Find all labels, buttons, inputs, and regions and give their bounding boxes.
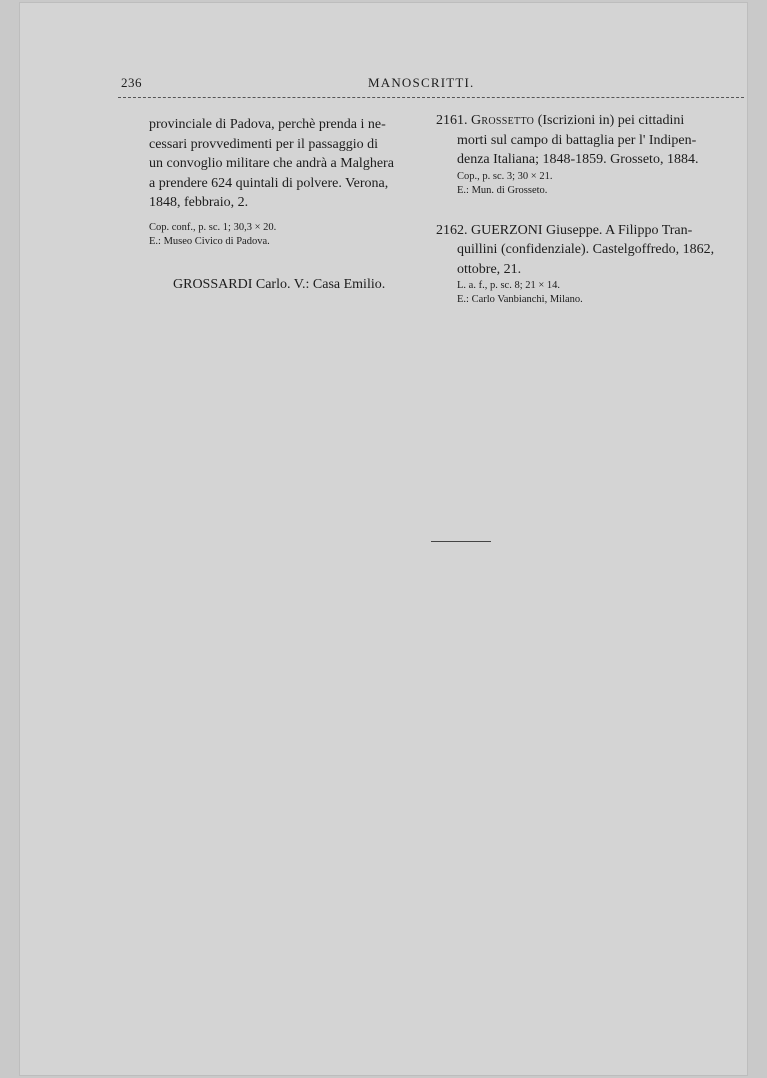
copy-info: Cop., p. sc. 3; 30 × 21. [457,170,553,182]
entry-heading: GUERZONI Giuseppe. [471,222,603,238]
right-column [436,111,744,322]
entry-number: 2162. [436,222,468,238]
cross-reference: GROSSARDI Carlo. V.: Casa Emilio. [173,277,386,292]
copy-info: Cop. conf., p. sc. 1; 30,3 × 20. [149,221,277,233]
text-line: a prendere 624 quintali di polvere. Verona, [149,175,389,191]
owner-info: E.: Museo Civico di Padova. [149,235,270,247]
page-number: 236 [121,75,142,90]
text-line: ottobre, 21. [457,261,522,277]
text-line: 1848, febbraio, 2. [149,195,249,210]
text-line: provinciale di Padova, perchè prenda i ne- [149,117,386,132]
entry-number: 2161. [436,113,468,128]
catalog-entry-2162 [436,221,744,308]
text-line: (Iscrizioni in) pei cittadini [534,113,685,128]
text-line: quillini (confidenziale). Castelgoffredo, 1862, [457,242,715,257]
entry-heading: Grossetto [471,113,535,128]
text-line: A Filippo Tran- [602,222,693,238]
entry-text [436,221,744,280]
page [20,3,747,1075]
section-divider [431,541,491,542]
catalog-entry-2161 [436,111,744,198]
header-divider [118,97,744,98]
text-line: denza Italiana; 1848-1859. Grosseto, 1884. [457,152,699,167]
entry-text [436,111,744,170]
copy-info: L. a. f., p. sc. 8; 21 × 14. [457,280,561,291]
owner-info: E.: Mun. di Grosseto. [457,184,548,196]
continuation-paragraph [149,115,436,213]
owner-info: E.: Carlo Vanbianchi, Milano. [457,294,583,305]
running-title: MANOSCRITTI. [368,75,475,90]
text-line: un convoglio militare che andrà a Malghera [149,156,394,171]
text-line: morti sul campo di battaglia per l' Indipen- [457,132,697,148]
text-line: cessari provvedimenti per il passaggio di [149,136,378,152]
left-column [149,115,436,249]
